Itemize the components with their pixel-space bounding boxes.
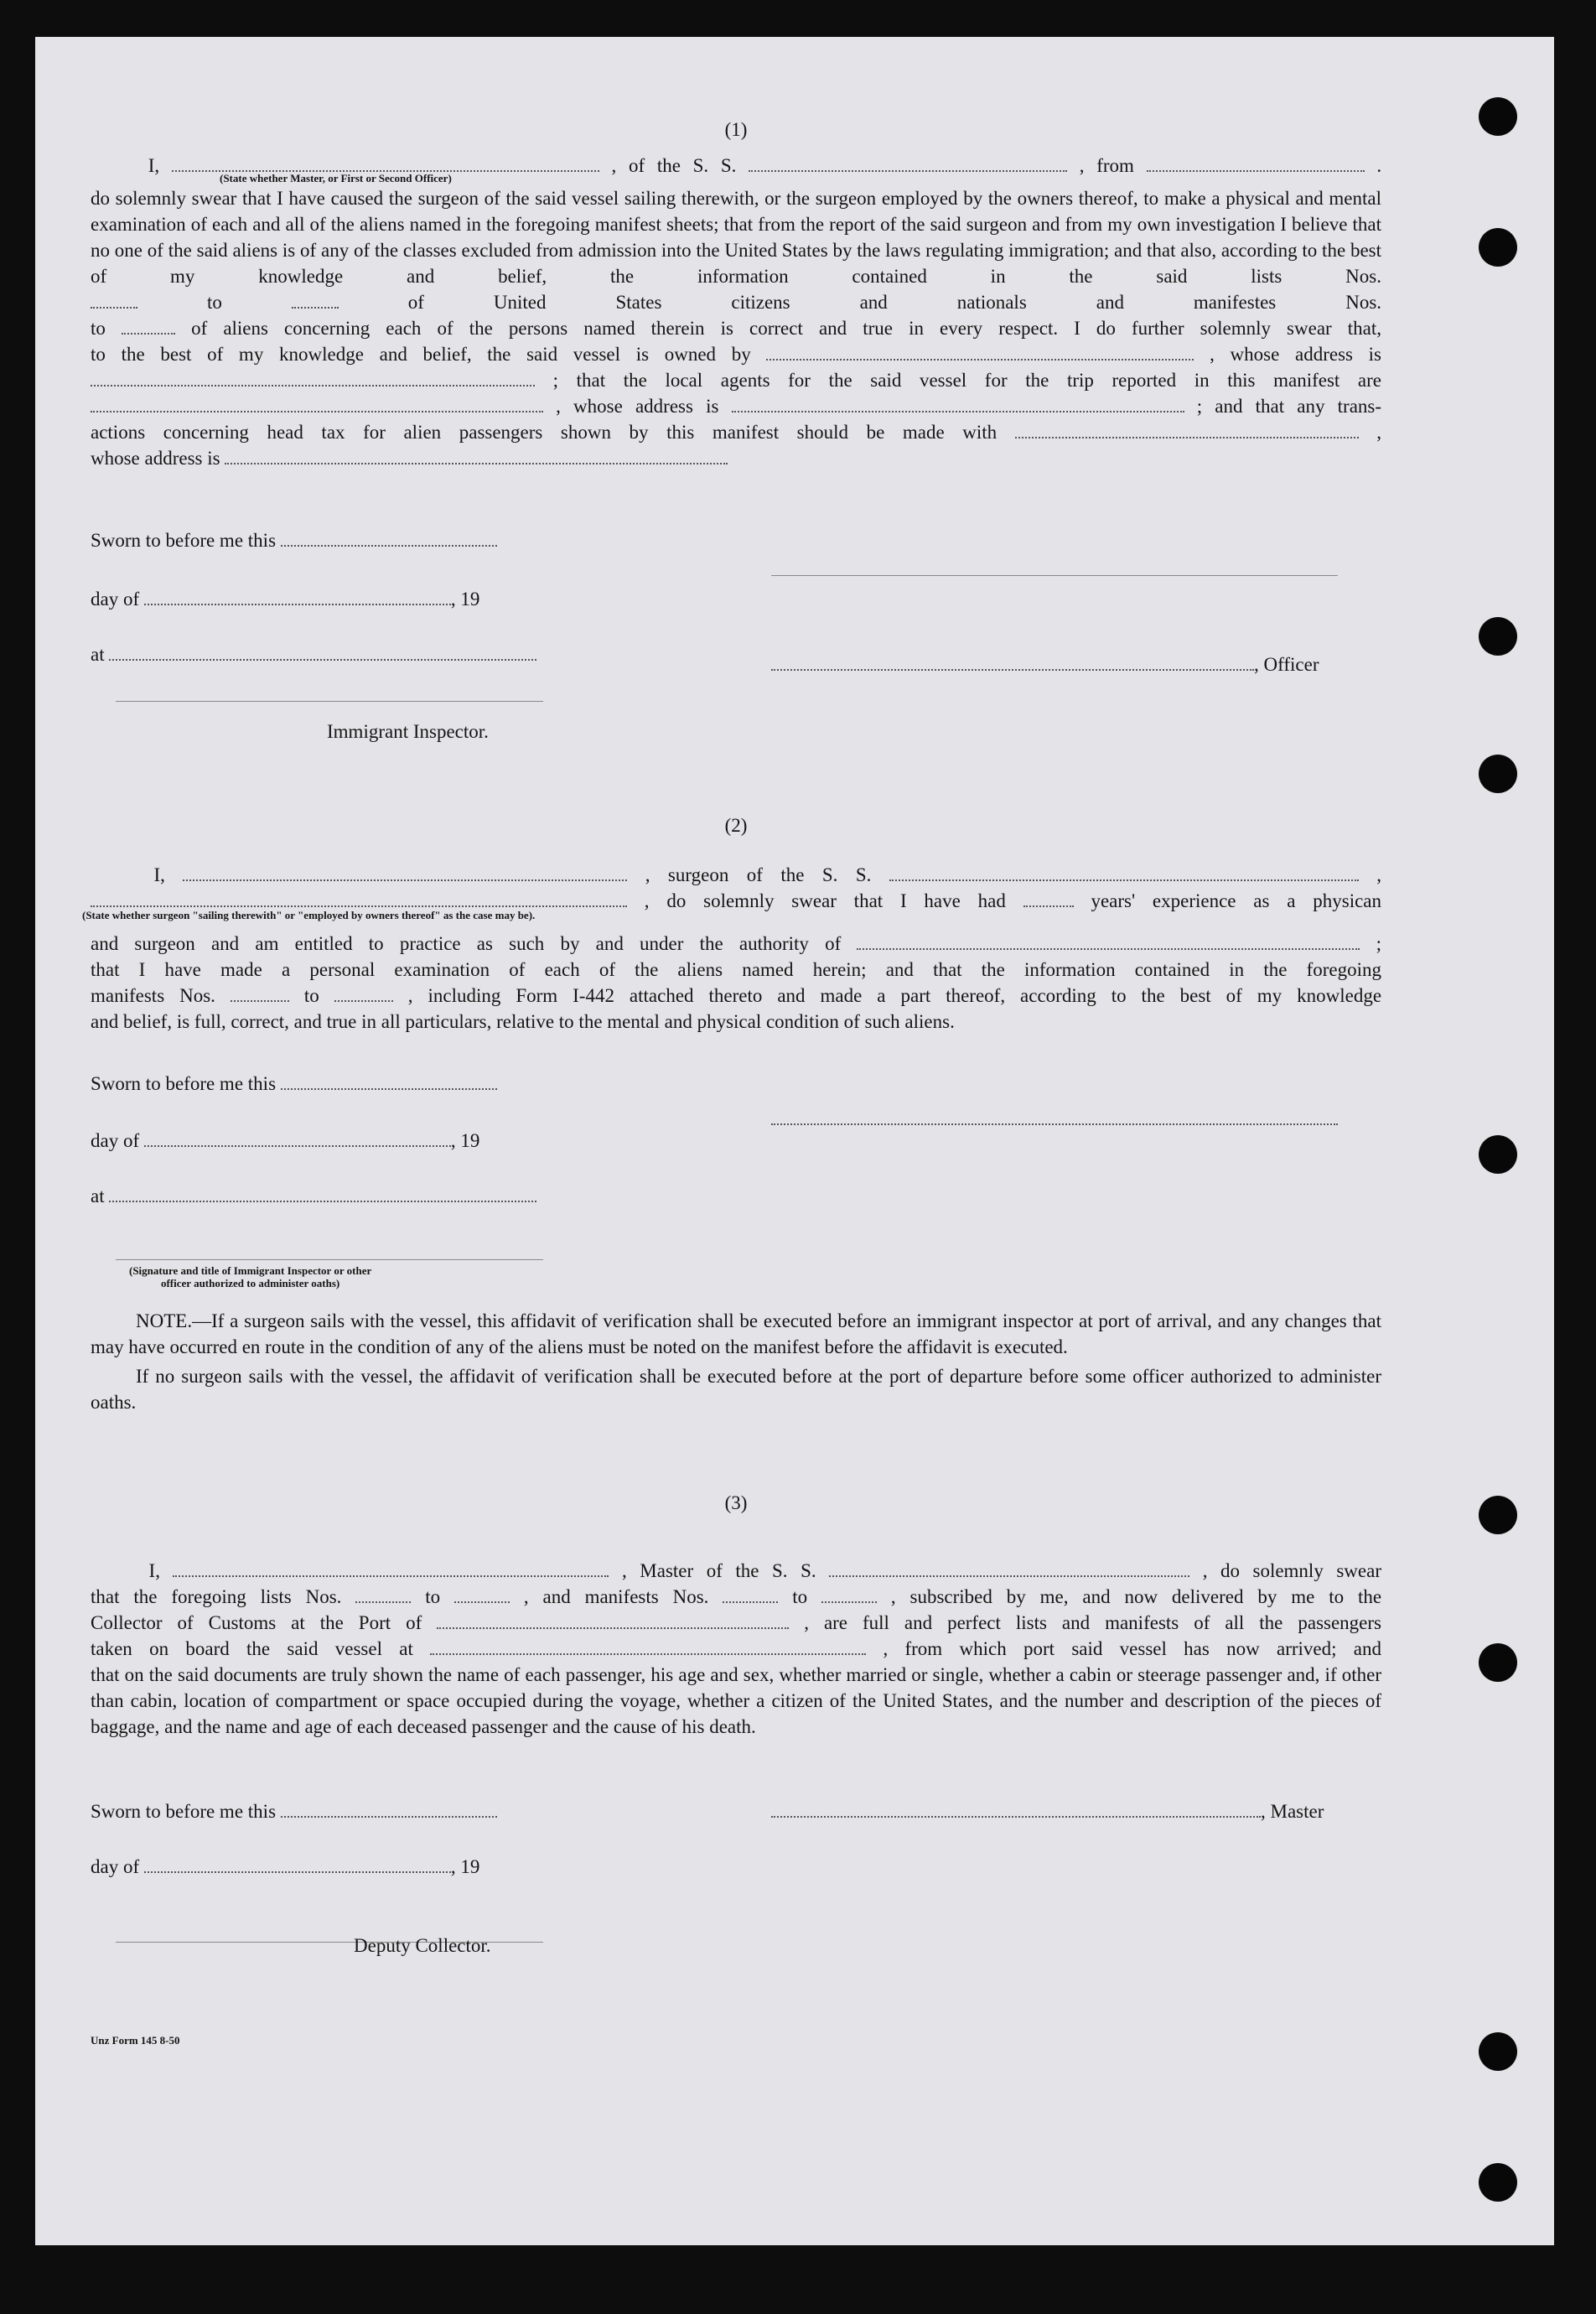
collector-label: Deputy Collector. (354, 1935, 491, 1956)
day-field[interactable] (144, 1130, 451, 1147)
at-line: at (91, 644, 536, 666)
inspector-label: Immigrant Inspector. (327, 721, 489, 742)
manifests-from-field[interactable] (723, 1586, 778, 1603)
section-number: (2) (724, 815, 748, 836)
head-tax-address-field[interactable] (225, 448, 728, 464)
signature-note: (Signature and title of Immigrant Inspector or other officer authorized to administer oaths) (129, 1264, 372, 1289)
day-line: day of , 19 (91, 1130, 480, 1151)
years-field[interactable] (1023, 890, 1074, 907)
section-number: (1) (724, 119, 748, 140)
name-field[interactable] (172, 155, 599, 172)
oath-line: I, , of the S. S. , from . (148, 155, 1382, 176)
oath-text: that on the said documents are truly shown the name of each passenger, his age and sex, whether married or single, whether a cabin or steerage passenger and, if other than cabin, location of compartment or space occupied during the voyage, whether a citizen of the United States, and the number and description of the pieces of baggage, and the name and age of each deceased passenger and the cause of his death. (91, 1664, 1381, 1737)
officer-line: , Officer (771, 654, 1319, 676)
port-field[interactable] (437, 1612, 789, 1629)
section-2: I, , surgeon of the S. S. , , do solemnly swear that I have had years' experience as a physican (State whether surgeon "sailing therewith" or "employed by owners thereof" as the case may be). and surgeon and am entitled to practice as such by and under the authority of ; that I have made a personal examination of each of the aliens named herein; and that the information contained in the foregoing manifests Nos. to , including Form I-442 attached thereto and made a part thereof, according to the best of my knowledge and belief, is full, correct, and true in all particulars, relative to the mental and physical condition of such aliens. (82, 864, 1382, 1032)
place-field[interactable] (109, 644, 536, 661)
sworn-date-field[interactable] (281, 1801, 497, 1818)
sworn-date-field[interactable] (281, 1073, 497, 1090)
day-field[interactable] (144, 589, 451, 605)
document-page (35, 37, 1554, 2245)
manifests-to-field[interactable] (122, 318, 175, 335)
lists-to-field[interactable] (292, 292, 339, 309)
surgeon-vessel-field[interactable] (889, 864, 1359, 881)
owner-field[interactable] (766, 344, 1194, 361)
departure-port-field[interactable] (430, 1638, 866, 1655)
sworn-line: Sworn to before me this (91, 1073, 497, 1095)
sworn-line: Sworn to before me this (91, 530, 497, 552)
punch-hole (1479, 1643, 1517, 1682)
form-number: Unz Form 145 8-50 (91, 2034, 180, 2047)
signature-line[interactable] (771, 575, 1338, 576)
sworn-line: Sworn to before me this (91, 1801, 497, 1823)
lists-to-field[interactable] (454, 1586, 510, 1603)
owner-address-field[interactable] (91, 370, 535, 387)
day-line: day of , 19 (91, 1856, 480, 1877)
lists-from-field[interactable] (91, 292, 137, 309)
inspector-signature-line[interactable] (116, 1259, 543, 1260)
punch-hole (1479, 2163, 1517, 2202)
surgeon-note: (State whether surgeon "sailing therewith" or "employed by owners thereof" as the case may be). (82, 909, 536, 921)
master-signature-field[interactable] (771, 1801, 1261, 1818)
sworn-date-field[interactable] (281, 530, 497, 547)
punch-hole (1479, 2032, 1517, 2071)
day-field[interactable] (144, 1856, 451, 1873)
surgeon-signature-line[interactable] (771, 1123, 1338, 1125)
day-line: day of , 19 (91, 589, 480, 610)
punch-hole (1479, 617, 1517, 656)
inspector-signature-line[interactable] (116, 701, 543, 702)
punch-hole (1479, 1496, 1517, 1534)
manifests-to-field[interactable] (334, 985, 393, 1002)
surgeon-name-field[interactable] (183, 864, 627, 881)
section-3: I, , Master of the S. S. , do solemnly swear that the foregoing lists Nos. to , and manifests Nos. to , subscribed by me, and now delivered by me to the Collector of Customs at the Port of , are full and perfect lists and manifests of all the passengers taken on board the said vessel at , from which port said vessel has now arrived; and that on the said documents are truly shown the name of each passenger, his age and sex, whether married or single, whether a cabin or steerage passenger and, if other than cabin, location of compartment or space occupied during the voyage, whether a citizen of the United States, and the number and description of the pieces of baggage, and the name and age of each deceased passenger and the cause of his death. (91, 1558, 1381, 1740)
at-line: at (91, 1186, 536, 1207)
officer-note: (State whether Master, or First or Second Officer) (220, 172, 452, 184)
lists-from-field[interactable] (355, 1586, 411, 1603)
officer-signature-field[interactable] (771, 654, 1254, 671)
manifests-from-field[interactable] (231, 985, 289, 1002)
master-name-field[interactable] (173, 1560, 609, 1577)
section-number: (3) (724, 1492, 748, 1513)
vessel-field[interactable] (829, 1560, 1189, 1577)
head-tax-field[interactable] (1015, 422, 1359, 438)
punch-hole (1479, 228, 1517, 267)
place-field[interactable] (109, 1186, 536, 1202)
surgeon-type-field[interactable] (91, 890, 627, 907)
agents-field[interactable] (91, 396, 543, 412)
authority-field[interactable] (857, 933, 1360, 950)
punch-hole (1479, 97, 1517, 136)
section-1: (1) I, , of the S. S. , from . (State whether Master, or First or Second Officer) do solemnly swear that I have caused the surgeon of the said vessel sailing therewith, or the surgeon employed by the owners thereof, to make a physical and mental examination of each and all of the aliens named in the foregoing manifest sheets; that from the report of the said surgeon and from my own investigation I believe that no one of the said aliens is of any of the classes excluded from admission into the United States by the laws regulating immigration; and that also, according to the best of my knowledge and belief, the information contained in the said lists Nos. to of United States citizens and nationals and manifestes Nos. to of aliens concerning each of the persons named therein is correct and true in every respect. I do further solemnly swear that, to the best of my knowledge and belief, the said vessel is owned by , whose address is ; that the local agents for the said vessel for the trip reported in this manifest are , whose address is ; and that any trans- actions concerning head tax for alien passengers shown by this manifest should be made with , whose address is (91, 119, 1382, 469)
vessel-field[interactable] (749, 155, 1067, 172)
oath-text: do solemnly swear that I have caused the surgeon of the said vessel sailing therewith, or the surgeon employed by the owners thereof, to make a physical and mental examination of each and all of the aliens named in the foregoing manifest sheets; that from the report of the said surgeon and from my own investigation I believe that no one of the said aliens is of any of the classes excluded from admission into the United States by the laws regulating immigration; and that also, according to the best of my knowledge and belief, the information contained in the said lists Nos. (91, 188, 1381, 287)
punch-hole (1479, 755, 1517, 793)
manifests-to-field[interactable] (821, 1586, 877, 1603)
punch-hole (1479, 1135, 1517, 1174)
from-field[interactable] (1147, 155, 1365, 172)
note: NOTE.—If a surgeon sails with the vessel, this affidavit of verification shall be executed before an immigrant inspector at port of arrival, and any changes that may have occurred en route in the condition of any of the aliens must be noted on the manifest before the affidavit is executed. If no surgeon sails with the vessel, the affidavit of verification shall be executed before at the port of departure before some officer authorized to administer oaths. (91, 1310, 1381, 1413)
agents-address-field[interactable] (732, 396, 1184, 412)
master-line: , Master (771, 1801, 1324, 1823)
